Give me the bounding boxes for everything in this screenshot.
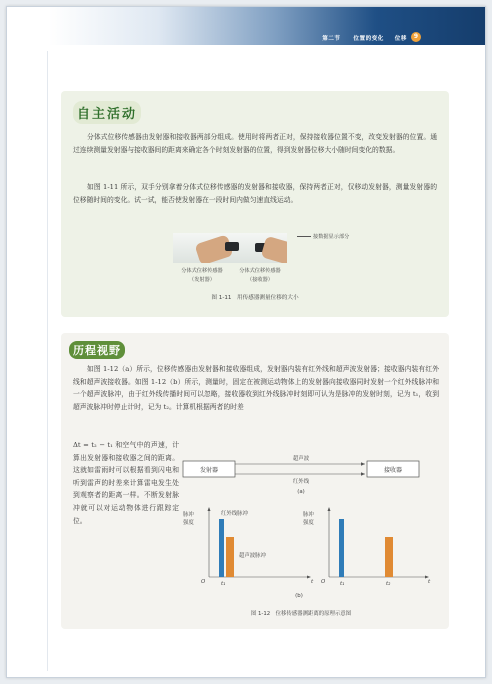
right-plot-ylabel-2: 强度 (303, 520, 314, 526)
emitter-label-line-2: （发射器） (189, 277, 215, 283)
right-infrared-pulse-bar (339, 519, 344, 577)
figure-1-12-diagram (181, 451, 439, 611)
activity-title: 自主活动 (73, 101, 141, 124)
page (6, 6, 486, 678)
left-plot-y-arrow (208, 507, 211, 511)
history-panel (61, 333, 449, 629)
page-header (49, 7, 485, 45)
figure-1-12-caption: 图 1-12 位移传感器测距离的原理示意图 (250, 611, 352, 617)
right-hand (261, 236, 287, 263)
left-plot-ylabel-2: 强度 (183, 520, 194, 526)
figure-1-11-caption: 图 1-11 用传感器测量位移的大小 (211, 295, 299, 301)
right-plot-y-arrow (328, 507, 331, 511)
left-ultrasonic-pulse-label: 超声波脉冲 (239, 553, 266, 559)
emitter-device (225, 242, 239, 251)
history-paragraph-1: 如图 1-12（a）所示，位移传感器由发射器和接收器组成，发射器内装有红外线和超声波发射器；接收器内装有红外线和超声波接收器。如图 1-12（b）所示，测量时，固定在被测运动物体上的发射器向接收器同时发射一个红外线脉冲和一个超声波脉冲，由于红外线传播时间可以忽略，接收器收到红外线脉冲时刻即可认为是脉冲的发射时刻，记为 t₁，收到超声波脉冲时停止计时，记为 t₂。计算机根据两者的时差 (73, 365, 439, 411)
figure-1-11-photo (173, 233, 287, 263)
sensor-photo (173, 233, 287, 263)
activity-paragraph-1: 分体式位移传感器由发射器和接收器两部分组成。使用时将两者正对，保持接收器位置不变，改变发射器的位置。通过连续测量发射器与接收器间的距离来确定各个时刻发射器的位置，得到发射器位移大小随时间变化的数据。 (73, 133, 437, 154)
ultrasonic-arrowhead (361, 462, 365, 465)
right-plot-ylabel-1: 脉冲 (303, 512, 314, 518)
left-infrared-pulse-label: 红外线脉冲 (221, 511, 248, 517)
left-plot-origin: O (201, 579, 206, 585)
left-ultrasonic-pulse-bar (226, 537, 234, 577)
history-title: 历程视野 (69, 341, 125, 359)
activity-paragraph-2: 如图 1-11 所示，双手分别拿着分体式位移传感器的发射器和接收器，保持两者正对，仅移动发射器，测量发射器的位移随时间的变化。试一试，能否使发射器在一段时间内做匀速直线运动。 (73, 183, 437, 204)
receiver-box-label: 接收器 (383, 467, 403, 474)
panel-b-label: (b) (295, 593, 303, 599)
right-ultrasonic-pulse-bar (385, 537, 393, 577)
left-plot-t1: t₁ (221, 581, 226, 587)
right-plot-origin: O (321, 579, 326, 585)
emitter-label-line-1: 分体式位移传感器 (181, 268, 223, 274)
figure-1-11-callout: 接数据显示部分 (297, 233, 349, 240)
left-plot-ylabel-1: 脉冲 (183, 512, 194, 518)
receiver-label-line-1: 分体式位移传感器 (239, 268, 281, 274)
left-infrared-pulse-bar (219, 519, 224, 577)
header-section: 第二节 (322, 36, 341, 42)
history-paragraph-2: Δt = t₂ − t₁ 和空气中的声速，计算出发射器和接收器之间的距离。这就如雷雨时可以根据看到闪电和听到雷声的时差来计算雷电发生处到观察者的距离一样。不断发射脉冲就可以对运动物体进行跟踪定位。 (73, 441, 179, 525)
infrared-arrowhead (361, 472, 365, 475)
header-subtitle: 位移 (394, 36, 407, 42)
right-plot-t-axis: t (428, 579, 431, 585)
header-title (322, 34, 407, 42)
ultrasonic-label: 超声波 (292, 456, 310, 462)
right-plot-t2: t₂ (386, 581, 391, 587)
left-plot-t-axis: t (311, 579, 314, 585)
receiver-label (231, 267, 289, 285)
page-number-badge: 9 (411, 32, 421, 42)
receiver-label-line-2: （接收器） (247, 277, 273, 283)
activity-panel (61, 91, 449, 317)
emitter-box-label: 发射器 (199, 467, 219, 474)
page-margin (7, 7, 49, 678)
right-plot-t1: t₁ (340, 581, 345, 587)
panel-a-label: (a) (297, 489, 305, 495)
emitter-label (173, 267, 231, 285)
infrared-label: 红外线 (292, 479, 310, 485)
figure-1-12 (181, 451, 439, 621)
header-chapter-title: 位置的变化 (353, 36, 384, 42)
